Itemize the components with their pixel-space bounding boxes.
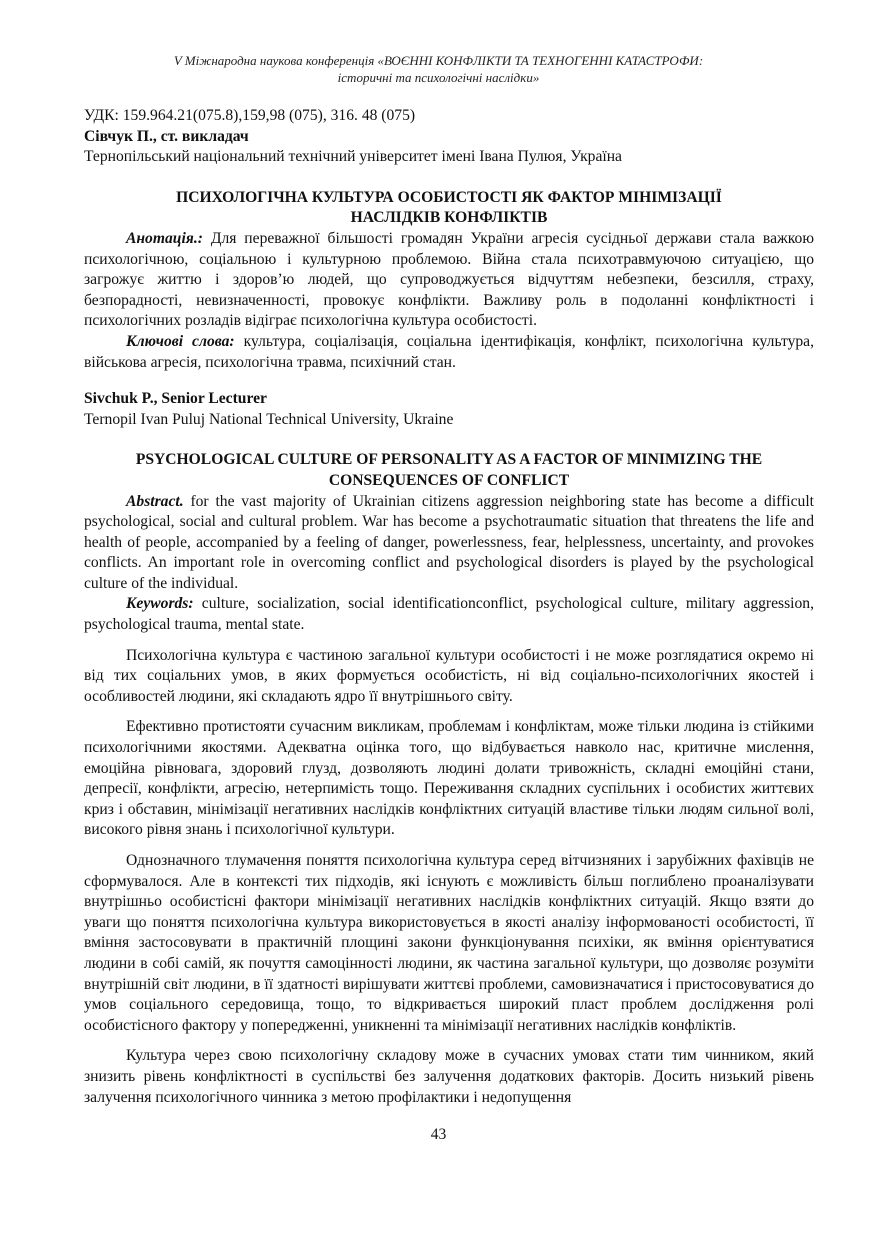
affiliation-en: Ternopil Ivan Puluj National Technical University, Ukraine [84,410,454,428]
keywords-ua [84,332,814,373]
body-paragraph-2: Ефективно протистояти сучасним викликам, проблемам і конфліктам, може тільки людина із стійкими психологічними якостями. Адекватна оцінка того, що відбувається навколо нас, критичне мислення, емоційна рівновага, здоровий глузд, дозволяють людині долати тривожність, складні емоційні стани, депресії, конфлікти, агресію, нетерпимість тощо. Переживання складних суспільних і особистих життєвих криз і обставин, мінімізації негативних наслідків конфліктних ситуацій властиве тільки людям сильної волі, високого рівня знань і психологічної культури. [84,718,814,839]
author-ua: Сівчук П., ст. викладач [84,127,249,145]
udc-code: УДК: 159.964.21(075.8),159,98 (075), 316. 48 (075) [84,107,416,124]
body-paragraph-4: Культура через свою психологічну складову може в сучасних умовах стати тим чинником, який знизить рівень конфліктності в суспільстві без залучення додаткових факторів. Досить низький рівень залучення психологічного чинника з метою профілактики і недопущення [84,1047,814,1106]
abstract-en-text: for the vast majority of Ukrainian citizens aggression neighboring state has become a difficult psychological, social and cultural problem. War has become a psychotraumatic situation that threatens the life and health of people, accompanied by a feeling of danger, powerlessness, fear, helplessness, uncertainty, and provokes conflicts. An important role in overcoming conflict and psychological disorders is played by the psychological culture of the individual. [84,492,814,592]
running-head-line-1: V Міжнародна наукова конференція «ВОЄННІ КОНФЛІКТИ ТА ТЕХНОГЕННІ КАТАСТРОФИ: [173,53,704,68]
body-paragraph-3: Однозначного тлумачення поняття психологічна культура серед вітчизняних і зарубіжних фахівців не сформувалося. Але в контексті тих підходів, які існують є можливість більш поглиблено проаналізувати внутрішньо особистісні фактори мінімізації негативних наслідків конфліктних ситуацій. Якщо взяти до уваги що поняття психологічна культура використовується в якості аналізу інформованості особистості, її вміння застосовувати в практичній площині закони функціонування психіки, як вміння орієнтуватися людини в собі самій, як почуття самоцінності людини, як частина загальної культури, що дозволяє розуміти внутрішній світ людини, в її здатності вирішувати життєві проблеми, самовизначатися і пристосовуватися до умов соціального середовища, тощо, то відкривається широкий пласт проблем дослідження ролі особистісного фактору у попередженні, уникненні та мінімізації негативних наслідків конфліктів. [84,852,814,1034]
running-head [0,52,877,86]
title-ua [84,188,814,229]
running-head-line-2: історичні та психологічні наслідки» [337,70,540,85]
abstract-en-label: Abstract. [126,492,184,510]
page-number: 43 [430,1126,447,1143]
abstract-ua-label: Анотація.: [126,229,203,247]
title-ua-line-2: НАСЛІДКІВ КОНФЛІКТІВ [350,209,548,227]
author-en: Sivchuk P., Senior Lecturer [84,390,267,408]
abstract-en [84,492,814,595]
abstract-ua [84,229,814,332]
keywords-en-text: culture, socialization, social identificationconflict, psychological culture, military aggression, psychological trauma, mental state. [84,595,814,634]
title-en [84,450,814,491]
affiliation-ua: Тернопільський національний технічний університет імені Івана Пулюя, Україна [84,148,622,166]
keywords-en-label: Keywords: [126,595,194,613]
keywords-ua-label: Ключові слова: [126,332,235,350]
title-ua-line-1: ПСИХОЛОГІЧНА КУЛЬТУРА ОСОБИСТОСТІ ЯК ФАКТОР МІНІМІЗАЦІЇ [176,188,722,206]
abstract-ua-text: Для переважної більшості громадян України агресія сусідньої держави стала важкою психологічною, соціальною і культурною проблемою. Війна стала психотравмуючою ситуацією, що загрожує життю і здоров’ю людей, що супроводжується відчуттям небезпеки, безсилля, страху, безпорадності, невизначенності, провокує конфлікти. Важливу роль в подоланні конфліктності і психологічних розладів відіграє психологічна культура особистості. [84,229,814,330]
title-en-line-1: PSYCHOLOGICAL CULTURE OF PERSONALITY AS A FACTOR OF MINIMIZING THE [135,451,763,469]
title-en-line-2: CONSEQUENCES OF CONFLICT [328,471,570,489]
keywords-en [84,594,814,635]
keywords-ua-text: культура, соціалізація, соціальна ідентифікація, конфлікт, психологічна культура, військова агресія, психологічна травма, психічний стан. [84,332,814,371]
article-content [84,106,814,1108]
body-paragraph-1: Психологічна культура є частиною загальної культури особистості і не може розглядатися окремо ні від тих соціальних умов, в яких формується особистість, ні від соціально-психологічних якостей і особливостей людини, які складають ядро її внутрішнього світу. [84,646,814,705]
